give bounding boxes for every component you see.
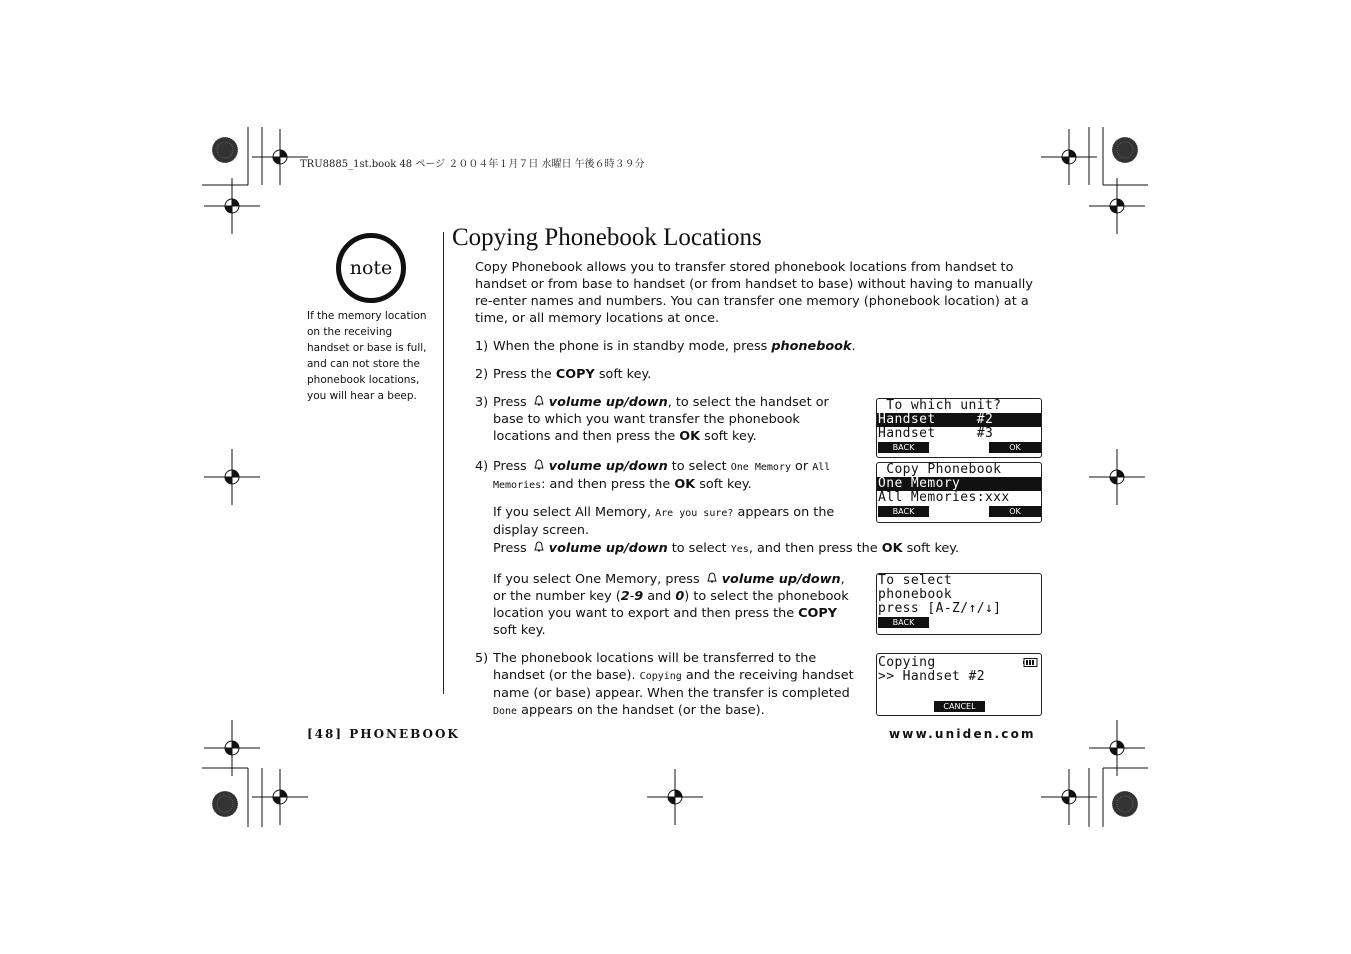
lcd-row: Copying: [878, 655, 936, 670]
cancel-softkey: CANCEL: [934, 701, 985, 712]
key-name: volume up/down: [721, 572, 841, 587]
softkey-bar: [877, 441, 1041, 454]
text-run: Press: [493, 541, 531, 556]
text-run: Press: [493, 395, 531, 410]
step-4-all-memory: [493, 504, 853, 539]
text-run: , or the number key (: [493, 572, 845, 604]
text-run: ) to select the phonebook location you want to export and then press the: [493, 589, 849, 621]
step-number: 3): [475, 395, 489, 410]
lcd-row-selected: One Memory: [877, 477, 1041, 491]
step-number: 1): [475, 339, 489, 354]
back-softkey: BACK: [878, 506, 929, 517]
key-name: 2: [620, 589, 630, 604]
text-run: soft key.: [594, 367, 652, 382]
lcd-text: All Memories: [493, 462, 831, 491]
lcd-row: >> Handset #2: [878, 669, 985, 684]
print-slug: TRU8885_1st.book 48 ページ ２００４年１月７日 水曜日 午後６時３９分: [300, 159, 645, 170]
softkey-bar: [877, 700, 1041, 713]
text-run: soft key.: [700, 429, 757, 444]
text-run: .: [851, 339, 856, 354]
key-name: OK: [674, 477, 696, 492]
lcd-text: Yes: [730, 544, 749, 555]
step-number: 5): [475, 651, 489, 666]
step-text: [493, 458, 843, 494]
text-run: Press the: [493, 367, 556, 382]
text-run: to select: [667, 459, 731, 474]
text-run: If you select One Memory, press: [493, 572, 704, 587]
step-text: [493, 338, 1033, 355]
step-text: [493, 366, 1033, 383]
lcd-text: One Memory: [730, 462, 791, 473]
text-run: or: [790, 459, 813, 474]
text-run: If you select All Memory,: [493, 505, 656, 520]
lcd-screen-select-phonebook: [876, 573, 1042, 635]
key-name: COPY: [555, 367, 595, 382]
step-number: 2): [475, 367, 489, 382]
text-run: , to select the handset or base to which you want transfer the phonebook locations and then press the: [493, 395, 829, 444]
text-run: : and then press the: [541, 477, 675, 492]
lcd-screen-copying: [876, 653, 1042, 716]
text-run: When the phone is in standby mode, press: [493, 339, 772, 354]
bell-icon: [533, 395, 545, 407]
lcd-text: Are you sure?: [655, 508, 734, 519]
column-divider: [443, 232, 444, 694]
bell-icon: [533, 459, 545, 471]
key-name: OK: [679, 429, 701, 444]
text-run: Press: [493, 459, 531, 474]
bell-icon: [533, 541, 545, 553]
page-footer-url: www.uniden.com: [889, 727, 1036, 741]
step-4-one-memory: [493, 571, 861, 639]
text-run: -: [629, 589, 635, 604]
lcd-text: Done: [493, 706, 518, 717]
note-text: If the memory location on the receiving handset or base is full, and can not store the phonebook locations, you will hear a beep.: [307, 310, 427, 402]
softkey-bar: [877, 616, 1041, 629]
intro-paragraph: Copy Phonebook allows you to transfer stored phonebook locations from handset to handset or from base to handset (or from handset to base) without having to manually re-enter names and numbers. You can transfer one memory (phonebook location) at a time, or all memory locations at once.: [475, 260, 1033, 326]
key-name: 9: [634, 589, 644, 604]
page-title: Copying Phonebook Locations: [452, 224, 762, 251]
lcd-row-selected: Handset #2: [877, 413, 1041, 427]
lcd-row: All Memories:xxx: [878, 490, 1010, 505]
key-name: COPY: [798, 606, 838, 621]
lcd-screen-which-unit: [876, 398, 1042, 458]
back-softkey: BACK: [878, 617, 929, 628]
battery-full-icon: [1023, 658, 1038, 667]
softkey-bar: [877, 505, 1041, 518]
lcd-row: press [A-Z/↑/↓]: [878, 601, 1002, 616]
key-name: OK: [881, 541, 903, 556]
step-4-press: [493, 540, 1013, 558]
text-run: appears on the handset (or the base).: [517, 703, 765, 718]
text-run: soft key.: [902, 541, 960, 556]
key-name: volume up/down: [548, 395, 668, 410]
lcd-row: phonebook: [878, 587, 953, 602]
step-text: [493, 394, 843, 445]
text-run: appears on the display screen.: [493, 505, 835, 538]
key-name: phonebook: [771, 339, 852, 354]
lcd-row: To select: [878, 573, 953, 588]
note-badge: [336, 233, 406, 303]
text-run: to select: [667, 541, 731, 556]
key-name: volume up/down: [548, 459, 668, 474]
lcd-row: Copy Phonebook: [878, 462, 1002, 477]
text-run: soft key.: [695, 477, 752, 492]
lcd-row: Handset #3: [878, 426, 994, 441]
ok-softkey: OK: [989, 442, 1041, 453]
lcd-screen-copy-phonebook: [876, 462, 1042, 523]
back-softkey: BACK: [878, 442, 929, 453]
bell-icon: [706, 572, 718, 584]
text-run: , and then press the: [748, 541, 882, 556]
text-run: soft key.: [493, 623, 546, 638]
key-name: volume up/down: [548, 541, 668, 556]
text-run: and: [643, 589, 676, 604]
key-name: 0: [675, 589, 685, 604]
ok-softkey: OK: [989, 506, 1041, 517]
note-badge-label: note: [349, 257, 393, 279]
page-footer-section: [48] PHONEBOOK: [307, 727, 460, 741]
step-number: 4): [475, 459, 489, 474]
step-text: [493, 650, 861, 720]
text-run: and the receiving handset name (or base) appear. When the transfer is completed: [493, 668, 854, 701]
text-run: The phonebook locations will be transferred to the handset (or the base).: [493, 651, 817, 683]
lcd-row: To which unit?: [878, 398, 1002, 413]
lcd-text: Copying: [639, 671, 682, 682]
